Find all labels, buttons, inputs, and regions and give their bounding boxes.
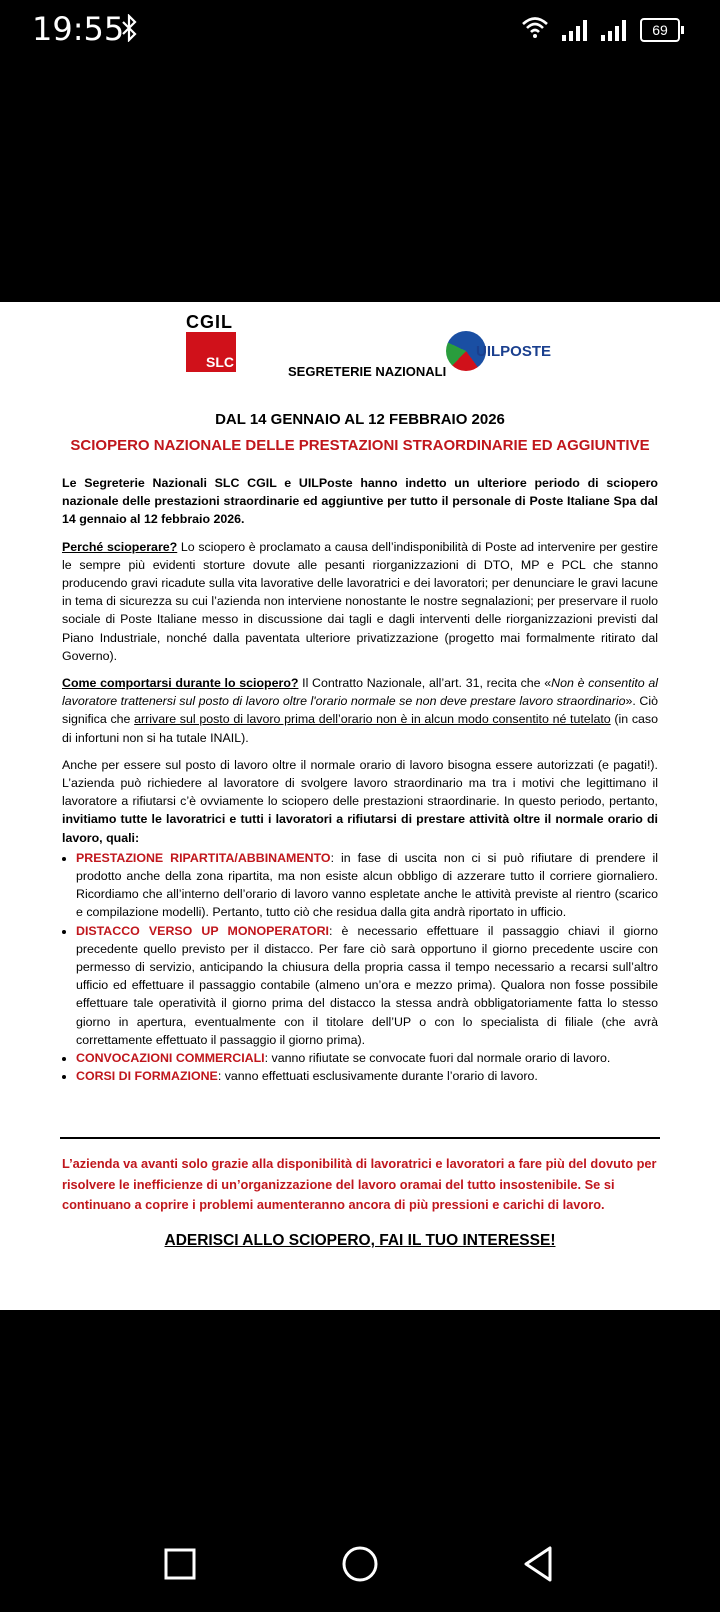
how-paragraph	[62, 674, 658, 747]
list-item-text: : vanno rifiutate se convocate fuori dal normale orario di lavoro.	[264, 1051, 611, 1066]
status-bar	[0, 0, 720, 60]
list-item-text: : in fase di uscita non ci si può rifiutare di prendere il prodotto anche della zona ripartita, ma non esiste alcun obbligo di azzerare tutto il corriere giornaliero. Ricordiamo che all’interno dell’orario di lavoro vanno espletate anche le attività previste al rientro (scarico e compilazione modelli). Pertanto, tutto ciò che residua dalla gita andrà riportato in ufficio.	[76, 850, 659, 920]
signal-icon-2	[601, 19, 626, 41]
signal-icon-1	[562, 19, 587, 41]
list-item-text: : vanno effettuati esclusivamente durante l’orario di lavoro.	[217, 1069, 538, 1084]
contract-quote: Non è consentito al lavoratore trattenersi sul posto di lavoro oltre l'orario normale se non deve prestare lavoro straordinario	[62, 676, 658, 709]
how-heading: Come comportarsi durante lo sciopero?	[62, 676, 299, 691]
list-item	[76, 922, 658, 1049]
list-item	[76, 1049, 658, 1067]
cgil-slc-logo	[186, 312, 238, 378]
auth-paragraph	[62, 756, 658, 847]
battery-icon	[640, 18, 680, 42]
how-text-3: (in caso di infortuni non si ha tutale INAIL).	[62, 712, 658, 745]
why-text: Lo sciopero è proclamato a causa dell’indisponibilità di Poste ad intervenire per gestire le sempre più evidenti storture dovute alle pesanti riorganizzazioni di DTO, MP e PCL che stanno producendo gravi ricadute sulla vita lavorative delle lavoratrici e dei lavoratori; per denunciare le gravi lacune in tema di sicurezza su cui l’azienda non interviene nonostante le nostre segnalazioni; per preservare il ruolo sociale di Poste Italiane messo in discussione dai tagli e dagli interventi delle riorganizzazioni previsti dal Piano Industriale, nonché dalla paventata ulteriore privatizzazione (progetto mai formalmente ritirato dal Governo).	[62, 539, 658, 663]
list-item-label: DISTACCO VERSO UP MONOPERATORI	[76, 923, 329, 938]
back-button[interactable]	[518, 1542, 562, 1586]
activity-list	[62, 849, 658, 1086]
square-icon	[158, 1542, 202, 1586]
header-segreterie: SEGRETERIE NAZIONALI	[288, 364, 447, 379]
circle-icon	[338, 1542, 382, 1586]
how-text: Il Contratto Nazionale, all’art. 31, recita che «	[298, 676, 552, 691]
back-triangle-icon	[518, 1542, 562, 1586]
clock: 19:55	[32, 10, 125, 48]
why-paragraph	[62, 538, 658, 665]
how-underlined: arrivare sul posto di lavoro prima dell’orario non è in alcun modo consentito né tutelato	[134, 712, 611, 727]
date-title: DAL 14 GENNAIO AL 12 FEBBRAIO 2026	[215, 411, 505, 428]
slc-logo-text: SLC	[186, 332, 236, 372]
cgil-logo-text: CGIL	[186, 312, 233, 332]
list-item-label: CONVOCAZIONI COMMERCIALI	[76, 1051, 265, 1066]
list-item-text: : è necessario effettuare il passaggio chiavi il giorno precedente quello previsto per il distacco. Per fare ciò sarà opportuno il giorno precedente uscire con permesso di servizio, anticipando la chiusura della propria cassa il tempo necessario a recarsi sull’altro ufficio ed effettuare il passaggio contabile (almeno un’ora e mezzo prima). Qualora non fosse possibile effettuare tale operatività il giorno prima del distacco la stessa andrà obbligatoriamente fatta lo stesso giorno in apertura, eventualmente con il titolare dell’UP o con lo specialista di filiale (che avrà correttamente effettuato il passaggio il giorno prima).	[76, 923, 659, 1047]
divider	[60, 1137, 660, 1139]
call-to-action: ADERISCI ALLO SCIOPERO, FAI IL TUO INTERESSE!	[164, 1232, 556, 1249]
recent-apps-button[interactable]	[158, 1542, 202, 1586]
navigation-bar	[0, 1530, 720, 1600]
closing-paragraph: L’azienda va avanti solo grazie alla disponibilità di lavoratrici e lavoratori a fare più del dovuto per risolvere le inefficienze di un’organizzazione del lavoro oramai del tutto insostenibile. Se si continuano a coprire i problemi aumenteranno ancora di più pressioni e carichi di lavoro.	[62, 1156, 657, 1213]
uilposte-logo-text: UILPOSTE	[476, 342, 552, 360]
bluetooth-icon	[120, 14, 138, 49]
battery-level: 69	[652, 21, 668, 38]
auth-text: Anche per essere sul posto di lavoro oltre il normale orario di lavoro bisogna essere autorizzati (e pagati!). L’azienda può richiedere al lavoratore di svolgere lavoro straordinario ma tra i motivi che legittimano il lavoratore a rifiutarsi c’è ovviamente lo sciopero delle prestazioni straordinarie. In questo periodo, pertanto,	[62, 757, 658, 809]
list-item	[76, 1067, 658, 1085]
list-item-label: CORSI DI FORMAZIONE	[76, 1069, 218, 1084]
document-body	[62, 474, 658, 1086]
intro-paragraph: Le Segreterie Nazionali SLC CGIL e UILPoste hanno indetto un ulteriore periodo di sciopero nazionale delle prestazioni straordinarie ed aggiuntive per tutto il personale di Poste Italiane Spa dal 14 gennaio al 12 febbraio 2026.	[62, 476, 658, 527]
list-item-label: PRESTAZIONE RIPARTITA/ABBINAMENTO	[76, 850, 331, 865]
uilposte-logo	[446, 326, 558, 376]
main-title: SCIOPERO NAZIONALE DELLE PRESTAZIONI STRAORDINARIE ED AGGIUNTIVE	[70, 437, 650, 454]
why-heading: Perché scioperare?	[62, 539, 178, 554]
home-button[interactable]	[338, 1542, 382, 1586]
list-item	[76, 849, 658, 922]
wifi-icon	[522, 16, 548, 43]
how-text-2: ». Ciò significa che	[62, 694, 658, 727]
auth-bold: invitiamo tutte le lavoratrici e tutti i lavoratori a rifiutarsi di prestare attività oltre il normale orario di lavoro, quali:	[62, 812, 658, 845]
